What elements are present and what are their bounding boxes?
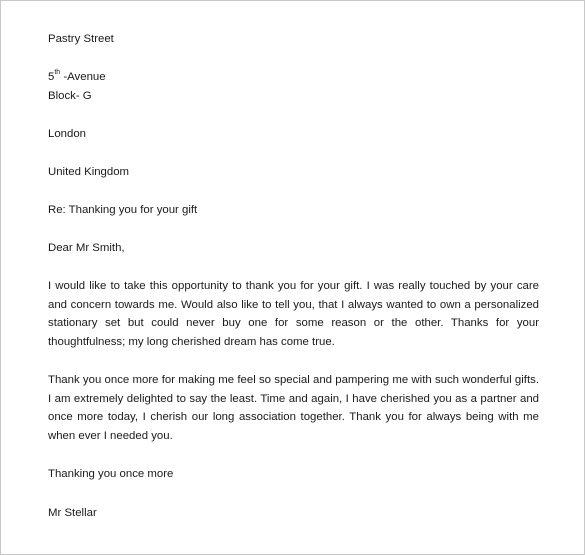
address-street: Pastry Street — [48, 33, 114, 45]
avenue-suffix: th — [54, 69, 61, 77]
letter-salutation: Dear Mr Smith, — [48, 242, 125, 254]
address-block: Block- G — [48, 90, 92, 102]
letter-paragraph-2: Thank you once more for making me feel so special and pampering me with such wonderful gifts. I am extremely delighted to say the least. Time and again, I have cherished you as a partner and once more today, I cherish our long association together. Thank you for always being with me when ever I needed you. — [48, 374, 539, 443]
address-country: United Kingdom — [48, 166, 130, 178]
address-city: London — [48, 128, 87, 140]
avenue-name: -Avenue — [60, 71, 106, 83]
letter-signature: Mr Stellar — [48, 507, 97, 519]
letter-subject: Re: Thanking you for your gift — [48, 204, 198, 216]
avenue-number: 5 — [48, 71, 55, 83]
letter-paragraph-1: I would like to take this opportunity to thank you for your gift. I was really touched by your care and concern towards me. Would also like to tell you, that I always wanted to own a personalized stationary set but could never buy one for some reason or the other. Thanks for your thoughtfulness; my long cherished dream has come true. — [48, 280, 539, 349]
letter-closing: Thanking you once more — [48, 468, 174, 480]
address-avenue — [48, 70, 106, 84]
